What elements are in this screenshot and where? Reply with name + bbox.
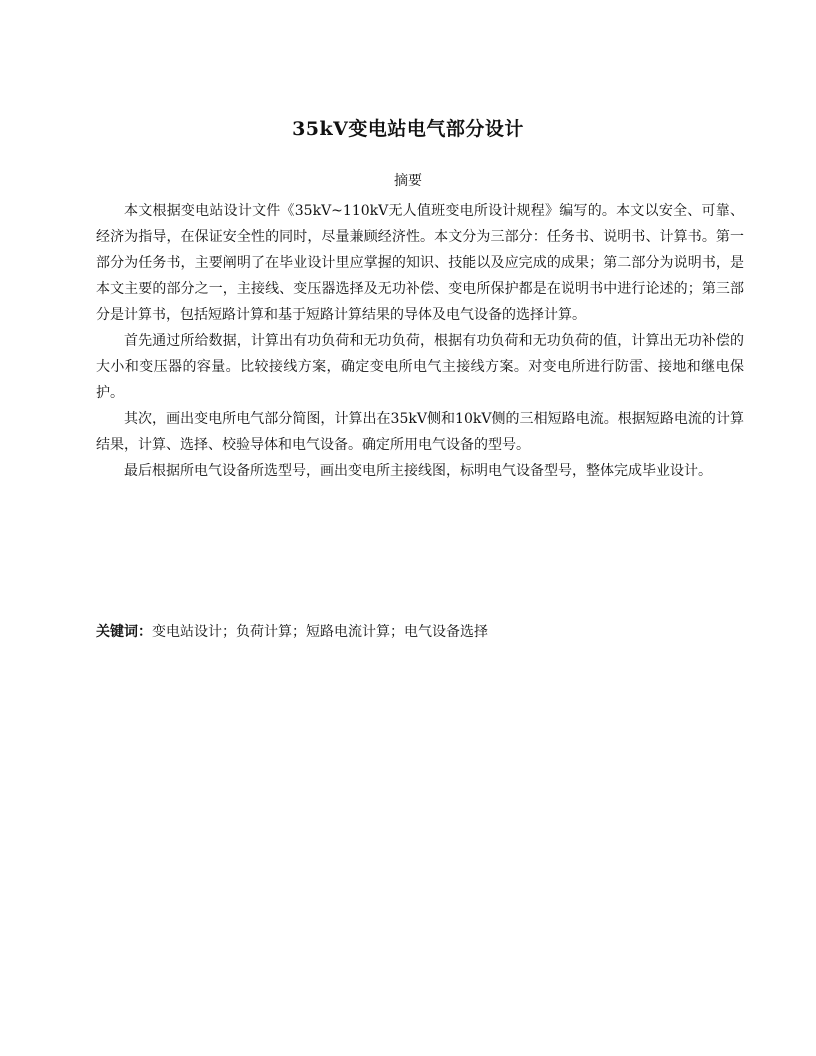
abstract-paragraph-4: 最后根据所电气设备所选型号，画出变电所主接线图，标明电气设备型号，整体完成毕业设计。 <box>124 463 712 479</box>
abstract-paragraph-3: 其次，画出变电所电气部分简图，计算出在35kV侧和10kV侧的三相短路电流。根据短路电流的计算结果，计算、选择、校验导体和电气设备。确定所用电气设备的型号。 <box>96 411 744 453</box>
abstract-body <box>96 198 744 484</box>
keywords-label: 关键词： <box>96 624 152 640</box>
abstract-heading: 摘要 <box>394 173 422 189</box>
abstract-paragraph-1: 本文根据变电站设计文件《35kV~110kV无人值班变电所设计规程》编写的。本文以安全、可靠、经济为指导，在保证安全性的同时，尽量兼顾经济性。本文分为三部分：任务书、说明书、计算书。第一部分为任务书，主要阐明了在毕业设计里应掌握的知识、技能以及应完成的成果；第二部分为说明书，是本文主要的部分之一，主接线、变压器选择及无功补偿、变电所保护都是在说明书中进行论述的；第三部分是计算书，包括短路计算和基于短路计算结果的导体及电气设备的选择计算。 <box>96 203 744 323</box>
keywords-line <box>96 620 744 644</box>
abstract-paragraph-2: 首先通过所给数据，计算出有功负荷和无功负荷，根据有功负荷和无功负荷的值，计算出无功补偿的大小和变压器的容量。比较接线方案，确定变电所电气主接线方案。对变电所进行防雷、接地和继电保护。 <box>96 333 744 401</box>
document-title: 35kV变电站电气部分设计 <box>292 118 524 140</box>
keywords-text: 变电站设计；负荷计算；短路电流计算；电气设备选择 <box>152 624 488 640</box>
